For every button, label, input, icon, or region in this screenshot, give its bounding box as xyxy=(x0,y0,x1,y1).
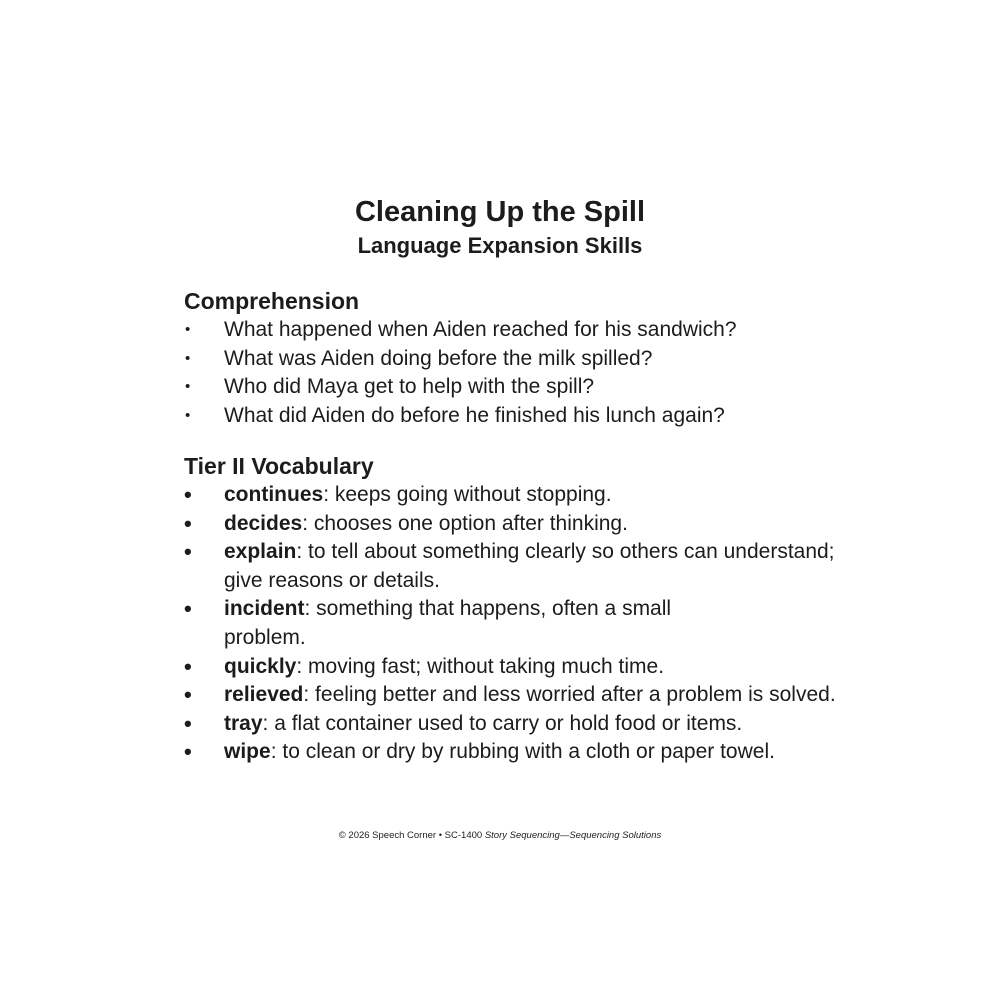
list-item xyxy=(184,538,844,595)
vocab-term: continues xyxy=(224,483,324,506)
list-item xyxy=(184,595,744,652)
bullet-icon: • xyxy=(184,739,192,765)
list-item xyxy=(184,402,864,431)
list-item xyxy=(184,738,784,767)
vocab-term: relieved xyxy=(224,683,304,707)
list-item xyxy=(184,710,904,739)
comprehension-list xyxy=(184,316,864,430)
vocab-definition: : something that happens, often a small problem. xyxy=(224,597,672,649)
question-text: What happened when Aiden reached for his sandwich? xyxy=(224,318,737,341)
question-text: Who did Maya get to help with the spill? xyxy=(224,375,595,399)
list-item xyxy=(184,481,784,510)
vocab-definition: : feeling better and less worried after a problem is solved. xyxy=(303,683,836,707)
list-item xyxy=(184,681,874,710)
list-item xyxy=(184,316,864,345)
list-item xyxy=(184,373,864,402)
vocab-definition: : chooses one option after thinking. xyxy=(302,511,628,535)
vocab-definition: : to clean or dry by rubbing with a cloth or paper towel. xyxy=(270,740,775,764)
vocabulary-section xyxy=(184,451,864,767)
comprehension-heading: Comprehension xyxy=(184,288,360,314)
vocab-term: incident xyxy=(224,597,305,621)
copyright-footer xyxy=(0,829,1000,843)
bullet-icon: • xyxy=(184,596,192,622)
list-item xyxy=(184,653,844,682)
question-text: What did Aiden do before he finished his lunch again? xyxy=(224,403,725,427)
bullet-icon: • xyxy=(184,510,192,536)
bullet-icon: • xyxy=(184,539,192,565)
bullet-icon: • xyxy=(184,653,192,679)
vocab-term: quickly xyxy=(224,654,297,678)
vocab-definition: : keeps going without stopping. xyxy=(323,483,612,506)
page-title: Cleaning Up the Spill xyxy=(354,196,645,228)
vocab-term: explain xyxy=(224,540,297,564)
vocab-definition: : moving fast; without taking much time. xyxy=(296,654,665,678)
bullet-icon: • xyxy=(185,349,191,367)
page-subtitle: Language Expansion Skills xyxy=(357,233,643,258)
list-item xyxy=(184,345,864,374)
list-item xyxy=(184,510,784,539)
question-text: What was Aiden doing before the milk spilled? xyxy=(224,346,653,370)
vocabulary-list xyxy=(184,481,864,767)
footer-text: © 2026 Speech Corner • SC-1400 xyxy=(338,830,485,841)
bullet-icon: • xyxy=(185,406,191,424)
vocabulary-heading: Tier II Vocabulary xyxy=(184,453,374,479)
vocab-term: wipe xyxy=(224,740,271,764)
footer-product-title: Story Sequencing—Sequencing Solutions xyxy=(484,830,662,841)
bullet-icon: • xyxy=(184,710,192,736)
bullet-icon: • xyxy=(184,482,192,507)
bullet-icon: • xyxy=(185,378,191,396)
vocab-term: decides xyxy=(224,511,303,535)
vocab-term: tray xyxy=(224,711,263,735)
bullet-icon: • xyxy=(185,321,191,338)
bullet-icon: • xyxy=(184,682,192,708)
vocab-definition: : to tell about something clearly so others can understand; give reasons or details. xyxy=(224,540,835,592)
comprehension-section xyxy=(184,286,864,430)
vocab-definition: : a flat container used to carry or hold food or items. xyxy=(262,711,743,735)
